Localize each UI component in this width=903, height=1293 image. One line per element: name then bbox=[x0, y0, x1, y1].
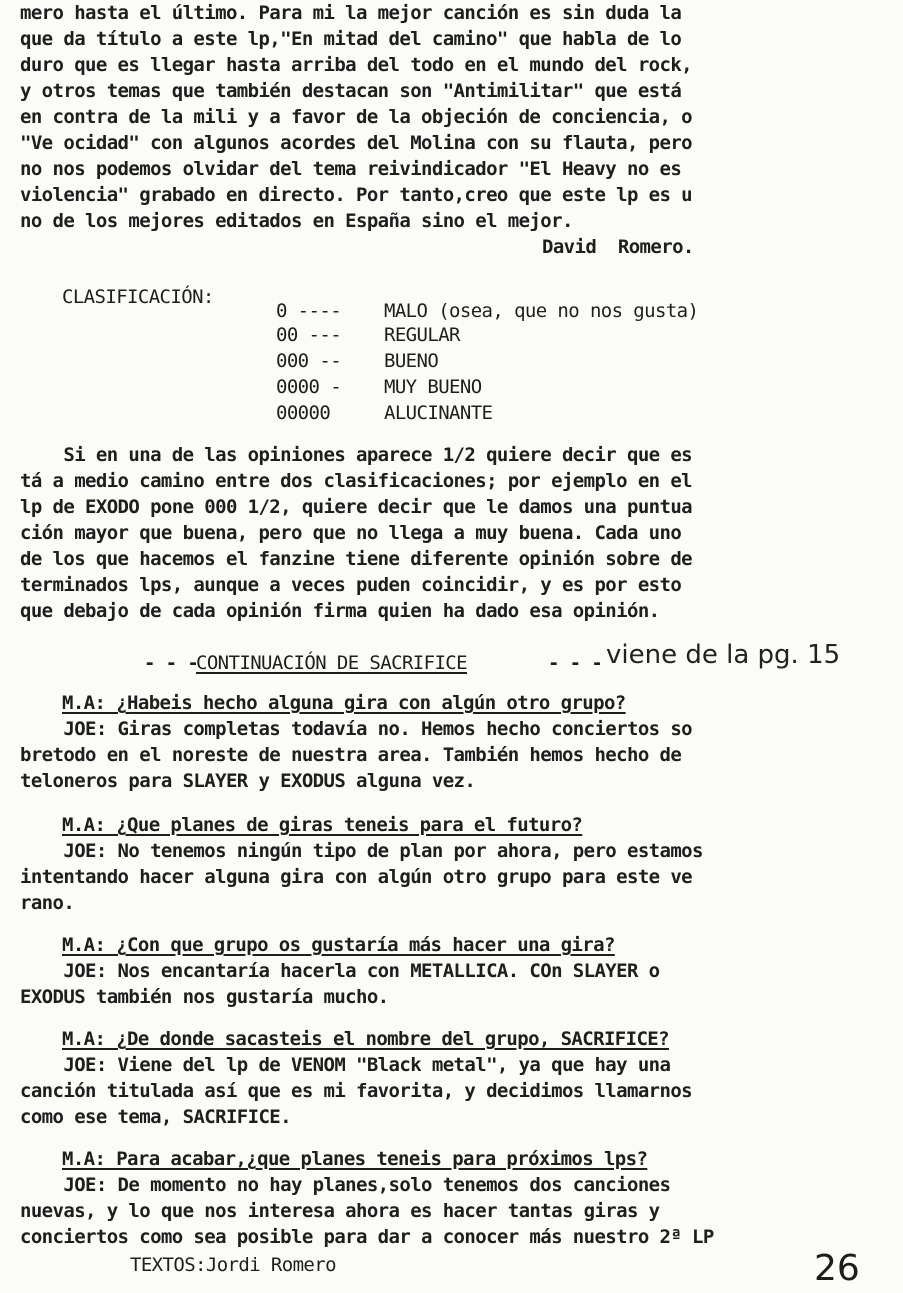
explanation-line: ción mayor que buena, pero que no llega a muy buena. Cada uno bbox=[20, 522, 682, 544]
interview-answer-line: JOE: Giras completas todavía no. Hemos hecho conciertos so bbox=[20, 718, 693, 740]
review-line: que da título a este lp,"En mitad del camino" que habla de lo bbox=[20, 28, 682, 50]
explanation-line: que debajo de cada opinión firma quien ha dado esa opinión. bbox=[20, 600, 660, 622]
review-line: violencia" grabado en directo. Por tanto,creo que este lp es u bbox=[20, 184, 693, 206]
interview-question: M.A: ¿Habeis hecho alguna gira con algún otro grupo? bbox=[62, 692, 626, 714]
interview-answer-line: EXODUS también nos gustaría mucho. bbox=[20, 986, 389, 1008]
credits: TEXTOS:Jordi Romero bbox=[130, 1254, 336, 1276]
handwritten-page-reference: viene de la pg. 15 bbox=[606, 640, 841, 670]
interview-answer-line: intentando hacer alguna gira con algún otro grupo para este ve bbox=[20, 866, 693, 888]
review-line: no nos podemos olvidar del tema reivindicador "El Heavy no es bbox=[20, 158, 682, 180]
continuation-title: CONTINUACIÓN DE SACRIFICE bbox=[196, 652, 467, 674]
heading-dashes-right: - - - bbox=[548, 652, 603, 674]
explanation-line: tá a medio camino entre dos clasificaciones; por ejemplo en el bbox=[20, 470, 693, 492]
page-number: 26 bbox=[814, 1248, 860, 1289]
interview-answer-line: JOE: No tenemos ningún tipo de plan por ahora, pero estamos bbox=[20, 840, 703, 862]
classification-score: 0000 - bbox=[276, 376, 342, 398]
classification-label: BUENO bbox=[384, 350, 439, 372]
explanation-line: terminados lps, aunque a veces puden coincidir, y es por esto bbox=[20, 574, 682, 596]
interview-answer-line: teloneros para SLAYER y EXODUS alguna vez. bbox=[20, 770, 476, 792]
interview-question: M.A: ¿Con que grupo os gustaría más hacer una gira? bbox=[62, 934, 615, 956]
interview-answer-line: rano. bbox=[20, 892, 75, 914]
explanation-line: de los que hacemos el fanzine tiene diferente opinión sobre de bbox=[20, 548, 693, 570]
classification-label: ALUCINANTE bbox=[384, 402, 493, 424]
interview-question: M.A: Para acabar,¿que planes teneis para próximos lps? bbox=[62, 1148, 648, 1170]
review-line: y otros temas que también destacan son "Antimilitar" que está bbox=[20, 80, 682, 102]
explanation-line: lp de EXODO pone 000 1/2, quiere decir que le damos una puntua bbox=[20, 496, 693, 518]
review-line: mero hasta el último. Para mi la mejor canción es sin duda la bbox=[20, 2, 682, 24]
classification-heading: CLASIFICACIÓN: bbox=[62, 286, 214, 308]
review-line: "Ve ocidad" con algunos acordes del Molina con su flauta, pero bbox=[20, 132, 693, 154]
review-line: duro que es llegar hasta arriba del todo en el mundo del rock, bbox=[20, 54, 693, 76]
interview-answer-line: bretodo en el noreste de nuestra area. También hemos hecho de bbox=[20, 744, 682, 766]
classification-label: REGULAR bbox=[384, 324, 460, 346]
review-line: no de los mejores editados en España sino el mejor. bbox=[20, 210, 573, 232]
review-signature: David Romero. bbox=[542, 236, 694, 258]
review-line: en contra de la mili y a favor de la objeción de conciencia, o bbox=[20, 106, 693, 128]
interview-answer-line: JOE: Viene del lp de VENOM "Black metal", ya que hay una bbox=[20, 1054, 671, 1076]
classification-score: 00000 bbox=[276, 402, 331, 424]
interview-answer-line: nuevas, y lo que nos interesa ahora es hacer tantas giras y bbox=[20, 1200, 660, 1222]
interview-answer-line: como ese tema, SACRIFICE. bbox=[20, 1106, 291, 1128]
interview-answer-line: canción titulada así que es mi favorita, y decidimos llamarnos bbox=[20, 1080, 693, 1102]
interview-answer-line: conciertos como sea posible para dar a conocer más nuestro 2ª LP bbox=[20, 1226, 714, 1248]
classification-score: 00 --- bbox=[276, 324, 342, 346]
heading-dashes-left: - - - bbox=[144, 652, 199, 674]
interview-question: M.A: ¿De donde sacasteis el nombre del grupo, SACRIFICE? bbox=[62, 1028, 669, 1050]
classification-score: 000 -- bbox=[276, 350, 342, 372]
interview-question: M.A: ¿Que planes de giras teneis para el futuro? bbox=[62, 814, 583, 836]
interview-answer-line: JOE: De momento no hay planes,solo tenemos dos canciones bbox=[20, 1174, 671, 1196]
classification-label: MUY BUENO bbox=[384, 376, 482, 398]
interview-answer-line: JOE: Nos encantaría hacerla con METALLICA. COn SLAYER o bbox=[20, 960, 660, 982]
classification-score: 0 ---- bbox=[276, 300, 342, 322]
explanation-line: Si en una de las opiniones aparece 1/2 quiere decir que es bbox=[20, 444, 693, 466]
classification-label: MALO (osea, que no nos gusta) bbox=[384, 300, 699, 322]
